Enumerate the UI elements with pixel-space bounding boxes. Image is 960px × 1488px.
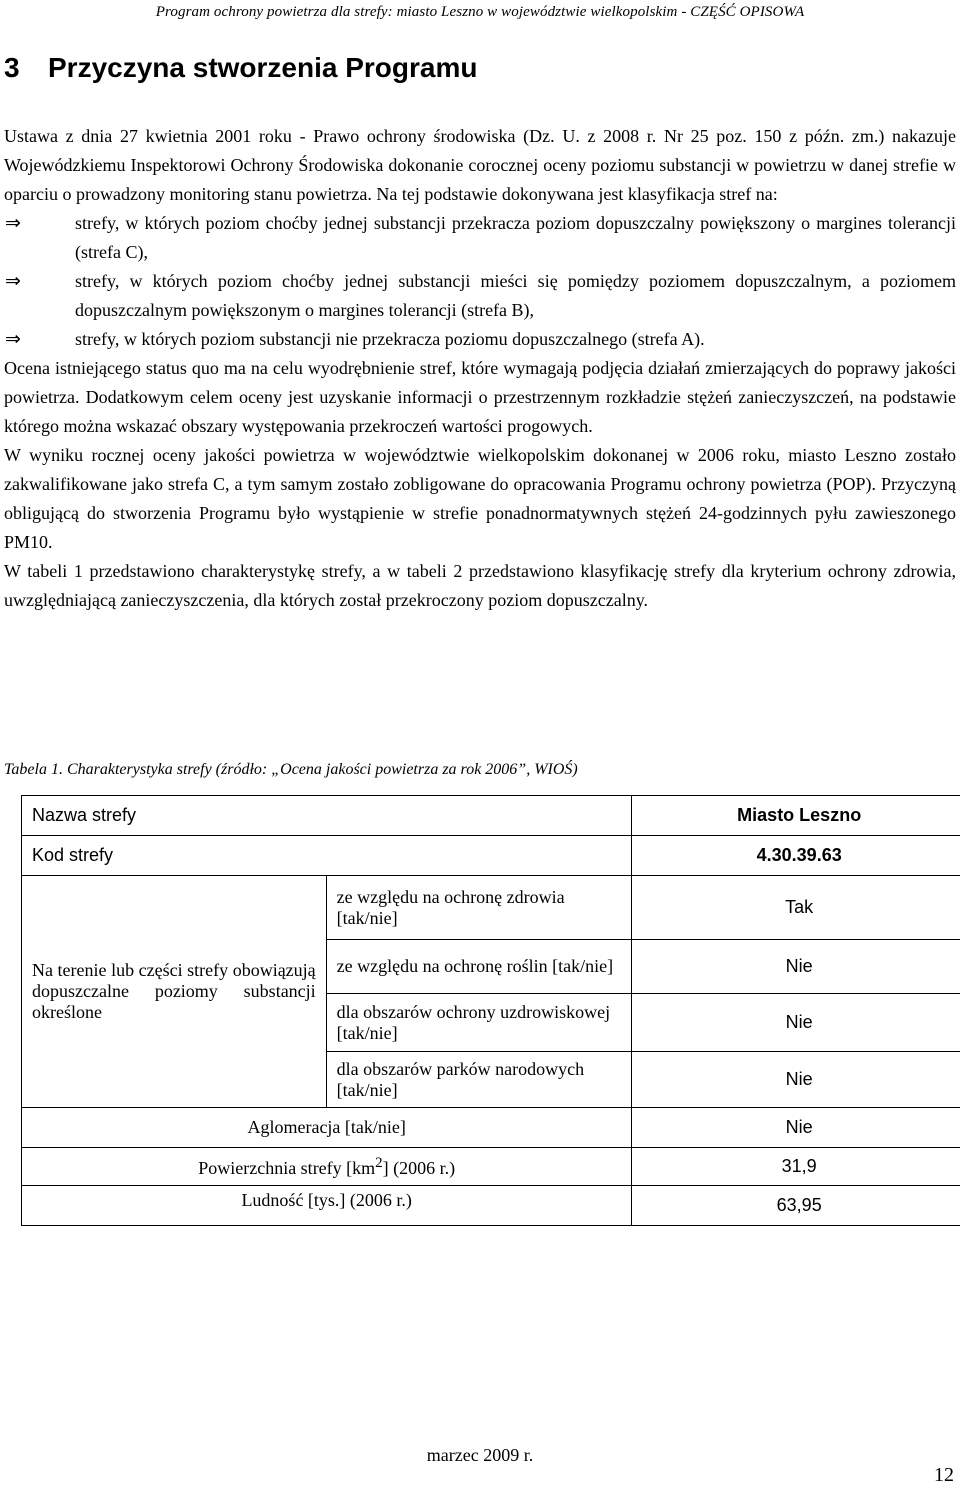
list-item (4, 267, 956, 325)
limit-criterion: ze względu na ochronę roślin [tak/nie] (326, 940, 632, 994)
table-row (22, 1186, 960, 1226)
arrow-icon: ⇒ (5, 270, 21, 292)
table-caption: Tabela 1. Charakterystyka strefy (źródło: „Ocena jakości powietrza za rok 2006”, WIOŚ) (4, 761, 578, 778)
arrow-icon: ⇒ (5, 212, 21, 234)
agglomeration-value: Nie (632, 1108, 960, 1148)
paragraph-assessment-result: W wyniku rocznej oceny jakości powietrza w województwie wielkopolskim dokonanej w 2006 roku, miasto Leszno zostało zakwalifikowane jako strefa C, a tym samym zostało zobligowane do opracowania Programu ochrony powietrza (POP). Przyczyną obligującą do stworzenia Programu było wystąpienie w strefie ponadnormatywnych stężeń 24-godzinnych pyłu zawieszonego PM10. (4, 445, 956, 552)
limit-criterion: dla obszarów ochrony uzdrowiskowej [tak/nie] (326, 994, 632, 1052)
section-number: 3 (4, 52, 20, 83)
zone-characteristics-table (21, 795, 960, 1226)
area-label (22, 1148, 632, 1186)
area-label-suffix: ] (2006 r.) (382, 1157, 456, 1178)
paragraph-tables-intro: W tabeli 1 przedstawiono charakterystykę strefy, a w tabeli 2 przedstawiono klasyfikację strefy dla kryterium ochrony zdrowia, uwzględniającą zanieczyszczenia, dla których został przekroczony poziom dopuszczalny. (4, 561, 956, 610)
limit-value: Tak (632, 876, 960, 940)
table-row (22, 1148, 960, 1186)
paragraph-legal-basis: Ustawa z dnia 27 kwietnia 2001 roku - Prawo ochrony środowiska (Dz. U. z 2008 r. Nr 25 poz. 150 z późn. zm.) nakazuje Wojewódzkiemu Inspektorowi Ochrony Środowiska dokonanie corocznej oceny poziomu substancji w powietrzu w danej strefie w oparciu o prowadzony monitoring stanu powietrza. Na tej podstawie dokonywana jest klasyfikacja stref na: (4, 126, 956, 204)
arrow-icon: ⇒ (5, 328, 21, 350)
section-heading (4, 52, 477, 84)
agglomeration-label: Aglomeracja [tak/nie] (22, 1108, 632, 1148)
list-item-text: strefy, w których poziom substancji nie przekracza poziomu dopuszczalnego (strefa A). (75, 329, 705, 349)
body-text (4, 122, 956, 615)
page-number: 12 (934, 1464, 954, 1486)
limit-value: Nie (632, 940, 960, 994)
zone-code-label: Kod strefy (22, 836, 632, 876)
limit-value: Nie (632, 1052, 960, 1108)
list-item-text: strefy, w których poziom choćby jednej substancji mieści się pomiędzy poziomem dopuszczalnym, a poziomem dopuszczalnym powiększonym o margines tolerancji (strefa B), (75, 271, 956, 320)
area-value: 31,9 (632, 1148, 960, 1186)
population-value: 63,95 (632, 1186, 960, 1226)
area-label-prefix: Powierzchnia strefy [km (198, 1157, 376, 1178)
limit-criterion: dla obszarów parków narodowych [tak/nie] (326, 1052, 632, 1108)
running-header: Program ochrony powietrza dla strefy: miasto Leszno w województwie wielkopolskim - CZĘŚĆ OPISOWA (155, 4, 805, 20)
zone-code-value: 4.30.39.63 (632, 836, 960, 876)
zone-name-label: Nazwa strefy (22, 796, 632, 836)
area-label-superscript: 2 (375, 1154, 383, 1171)
section-title: Przyczyna stworzenia Programu (48, 52, 478, 83)
limits-label: Na terenie lub części strefy obowiązują dopuszczalne poziomy substancji określone (22, 876, 327, 1108)
limit-criterion: ze względu na ochronę zdrowia [tak/nie] (326, 876, 632, 940)
list-item (4, 325, 956, 354)
list-item (4, 209, 956, 267)
table-row (22, 876, 960, 940)
list-item-text: strefy, w których poziom choćby jednej substancji przekracza poziom dopuszczalny powiększony o margines tolerancji (strefa C), (75, 213, 956, 262)
zone-classification-list (4, 209, 956, 354)
zone-name-value: Miasto Leszno (632, 796, 960, 836)
paragraph-assessment-goal: Ocena istniejącego status quo ma na celu wyodrębnienie stref, które wymagają podjęcia działań zmierzających do poprawy jakości powietrza. Dodatkowym celem oceny jest uzyskanie informacji o przestrzennym rozkładzie stężeń zanieczyszczeń, na podstawie którego można wskazać obszary występowania przekroczeń wartości progowych. (4, 358, 956, 436)
population-label: Ludność [tys.] (2006 r.) (22, 1186, 632, 1226)
limit-value: Nie (632, 994, 960, 1052)
table-row (22, 836, 960, 876)
table-row (22, 796, 960, 836)
table-row (22, 1108, 960, 1148)
footer-date: marzec 2009 r. (426, 1445, 534, 1465)
